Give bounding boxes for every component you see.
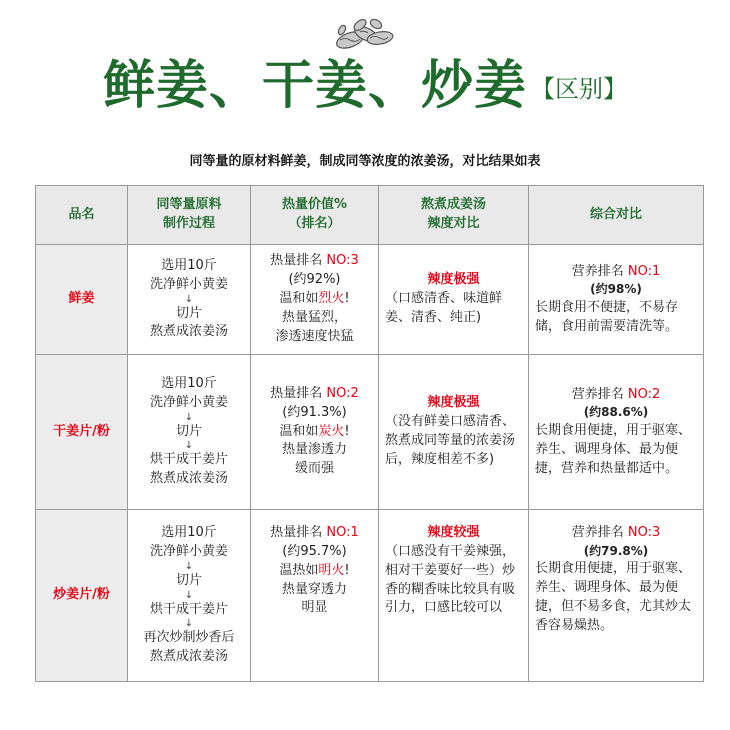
- down-arrow-icon: ↓: [184, 589, 194, 601]
- page-subtitle: 同等量的原材料鲜姜，制成同等浓度的浓姜汤，对比结果如表: [189, 154, 541, 169]
- table-row: [36, 245, 704, 355]
- overall-cell: 营养排名 NO:3 (约79.8%) 长期食用便捷，用于驱寒、养生、调理身体、最为便捷，但不易多食，尤其炒太香容易燥热。: [529, 510, 704, 682]
- down-arrow-icon: ↓: [184, 618, 194, 630]
- table-header-row: [36, 186, 704, 245]
- spicy-cell: 辣度极强 （口感清香、味道鲜姜、清香、纯正): [379, 245, 529, 355]
- header-overall: 综合对比: [529, 186, 704, 245]
- heat-cell: 热量排名 NO:1 (约95.7%) 温热如明火! 热量穿透力 明显: [251, 510, 379, 682]
- title-sub: 【区别】: [531, 75, 627, 103]
- row-name: 鲜姜: [36, 245, 128, 355]
- header-process: 同等量原料 制作过程: [128, 186, 251, 245]
- down-arrow-icon: ↓: [184, 411, 194, 423]
- row-name: 干姜片/粉: [36, 355, 128, 510]
- down-arrow-icon: ↓: [184, 440, 194, 452]
- table-row: [36, 355, 704, 510]
- comparison-table: [35, 185, 704, 682]
- header-heat: 热量价值% （排名）: [251, 186, 379, 245]
- process-cell: 选用10斤 洗净鲜小黄姜 ↓ 切片 ↓ 烘干成干姜片 熬煮成浓姜汤: [128, 355, 251, 510]
- table-row: [36, 510, 704, 682]
- row-name: 炒姜片/粉: [36, 510, 128, 682]
- down-arrow-icon: ↓: [184, 293, 194, 305]
- page-title: [0, 56, 730, 116]
- header-spicy: 熬煮成姜汤 辣度对比: [379, 186, 529, 245]
- process-cell: 选用10斤 洗净鲜小黄姜 ↓ 切片 ↓ 烘干成干姜片 ↓ 再次炒制炒香后 熬煮成浓姜汤: [128, 510, 251, 682]
- overall-cell: 营养排名 NO:2 (约88.6%) 长期食用便捷，用于驱寒、养生、调理身体、最为便捷，营养和热量都适中。: [529, 355, 704, 510]
- spicy-cell: 辣度极强 （没有鲜姜口感清香、熬煮成同等量的浓姜汤后，辣度相差不多): [379, 355, 529, 510]
- down-arrow-icon: ↓: [184, 560, 194, 572]
- overall-cell: 营养排名 NO:1 (约98%) 长期食用不便捷，不易存储，食用前需要清洗等。: [529, 245, 704, 355]
- header-name: 品名: [36, 186, 128, 245]
- heat-cell: 热量排名 NO:3 (约92%) 温和如烈火! 热量猛烈， 渗透速度快猛: [251, 245, 379, 355]
- ginger-root-illustration: [330, 12, 400, 54]
- process-cell: 选用10斤 洗净鲜小黄姜 ↓ 切片 熬煮成浓姜汤: [128, 245, 251, 355]
- spicy-cell: 辣度较强 （口感没有干姜辣强，相对干姜要好一些）炒香的糊香味比较具有吸引力，口感比较可以: [379, 510, 529, 682]
- heat-cell: 热量排名 NO:2 (约91.3%) 温和如炭火! 热量渗透力 缓而强: [251, 355, 379, 510]
- title-main: 鲜姜、干姜、炒姜: [102, 56, 527, 116]
